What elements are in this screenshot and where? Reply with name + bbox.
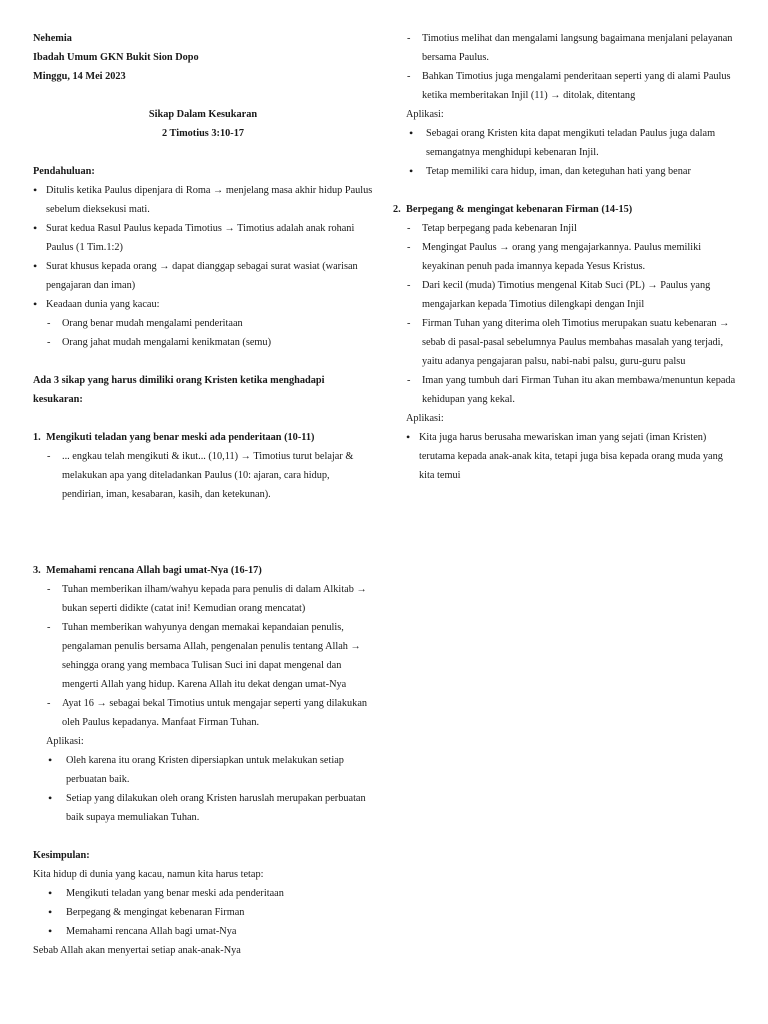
conclusion-item: • Memahami rencana Allah bagi umat-Nya [33, 922, 373, 941]
intro-sub-item: - Orang jahat mudah mengalami kenikmatan (semu) [46, 333, 373, 352]
intro-bullet: • Surat kedua Rasul Paulus kepada Timotius → Timotius adalah anak rohani Paulus (1 Tim.1:2) [33, 219, 373, 257]
point1-title: Mengikuti teladan yang benar meski ada penderitaan (10-11) [46, 432, 315, 443]
preacher-name: Nehemia [33, 33, 72, 44]
left-column [33, 29, 373, 960]
sermon-reference: 2 Timotius 3:10-17 [161, 128, 244, 139]
intro-bullet: • Surat khusus kepada orang → dapat dianggap sebagai surat wasiat (warisan pengajaran dan iman) [33, 257, 373, 295]
point1-number: 1. [33, 432, 41, 443]
point3-title: Memahami rencana Allah bagi umat-Nya (16-17) [46, 565, 262, 576]
right-column [393, 29, 739, 485]
point2-dash: - Tetap berpegang pada kebenaran Injil [406, 219, 739, 238]
intro-sub-item: - Orang benar mudah mengalami penderitaan [46, 314, 373, 333]
point2-dash: - Dari kecil (muda) Timotius mengenal Kitab Suci (PL) → Paulus yang mengajarkan kepada Timotius dilengkapi dengan Injil [406, 276, 739, 314]
service-date: Minggu, 14 Mei 2023 [33, 71, 126, 82]
intro-heading: Pendahuluan: [33, 166, 95, 177]
conclusion-heading: Kesimpulan: [33, 850, 90, 861]
intro-bullet: • Keadaan dunia yang kacau: [33, 295, 373, 314]
point2-dash: - Mengingat Paulus → orang yang mengajarkannya. Paulus memiliki keyakinan penuh pada imannya kepada Yesus Kristus. [406, 238, 739, 276]
lead-statement: Ada 3 sikap yang harus dimiliki orang Kristen ketika menghadapi kesukaran: [33, 375, 325, 405]
point1-dash: - Timotius melihat dan mengalami langsung bagaimana menjalani pelayanan bersama Paulus. [406, 29, 739, 67]
point2-number: 2. [393, 204, 401, 215]
point1-dash: - ... engkau telah mengikuti & ikut... (10,11) → Timotius turut belajar & melakukan apa yang diteladankan Paulus (10: ajaran, cara hidup, pendirian, iman, kesabaran, kasih, dan ketekunan). [46, 447, 373, 504]
point1-application-label: Aplikasi: [406, 109, 444, 120]
point3-application-label: Aplikasi: [46, 736, 84, 747]
event-name: Ibadah Umum GKN Bukit Sion Dopo [33, 52, 199, 63]
point2-dash: - Firman Tuhan yang diterima oleh Timotius merupakan suatu kebenaran → sebab di pasal-pasal sebelumnya Paulus membahas masalah yang terjadi, yaitu adanya pengajaran palsu, nabi-nabi palsu, guru-guru palsu [406, 314, 739, 371]
point1-heading [33, 428, 373, 447]
point2-heading [393, 200, 739, 219]
conclusion-closing: Sebab Allah akan menyertai setiap anak-anak-Nya [33, 945, 241, 956]
point1-application-item: • Tetap memiliki cara hidup, iman, dan keteguhan hati yang benar [406, 162, 739, 181]
intro-bullet: • Ditulis ketika Paulus dipenjara di Roma → menjelang masa akhir hidup Paulus sebelum dieksekusi mati. [33, 181, 373, 219]
point1-dash: - Bahkan Timotius juga mengalami penderitaan seperti yang di alami Paulus ketika memberitakan Injil (11) → ditolak, ditentang [406, 67, 739, 105]
point3-dash: - Tuhan memberikan ilham/wahyu kepada para penulis di dalam Alkitab → bukan seperti didikte (catat ini! Kemudian orang mencatat) [46, 580, 373, 618]
point1-application-item: • Sebagai orang Kristen kita dapat mengikuti teladan Paulus juga dalam semangatnya menghidupi kebenaran Injil. [406, 124, 739, 162]
point3-heading [33, 561, 373, 580]
conclusion-lead: Kita hidup di dunia yang kacau, namun kita harus tetap: [33, 869, 264, 880]
conclusion-item: • Mengikuti teladan yang benar meski ada penderitaan [33, 884, 373, 903]
point3-application-item: • Oleh karena itu orang Kristen dipersiapkan untuk melakukan setiap perbuatan baik. [46, 751, 373, 789]
point3-dash: - Tuhan memberikan wahyunya dengan memakai kepandaian penulis, pengalaman penulis bersama Allah, pengenalan penulis tentang Allah → sehingga orang yang membaca Tulisan Suci ini dapat mengenal dan mengerti Allah yang hidup. Karena Allah itu dekat dengan umat-Nya [46, 618, 373, 694]
point3-number: 3. [33, 565, 41, 576]
point2-title: Berpegang & mengingat kebenaran Firman (14-15) [406, 204, 633, 215]
conclusion-item: • Berpegang & mengingat kebenaran Firman [33, 903, 373, 922]
sermon-title: Sikap Dalam Kesukaran [148, 109, 258, 120]
point3-application-item: • Setiap yang dilakukan oleh orang Kristen haruslah merupakan perbuatan baik supaya memuliakan Tuhan. [46, 789, 373, 827]
point2-application-item: • Kita juga harus berusaha mewariskan iman yang sejati (iman Kristen) terutama kepada anak-anak kita, tetapi juga bisa kepada orang muda yang kita temui [406, 428, 739, 485]
point2-dash: - Iman yang tumbuh dari Firman Tuhan itu akan membawa/menuntun kepada kehidupan yang kekal. [406, 371, 739, 409]
point3-dash: - Ayat 16 → sebagai bekal Timotius untuk mengajar seperti yang dilakukan oleh Paulus kepadanya. Manfaat Firman Tuhan. [46, 694, 373, 732]
point2-application-label: Aplikasi: [406, 413, 444, 424]
